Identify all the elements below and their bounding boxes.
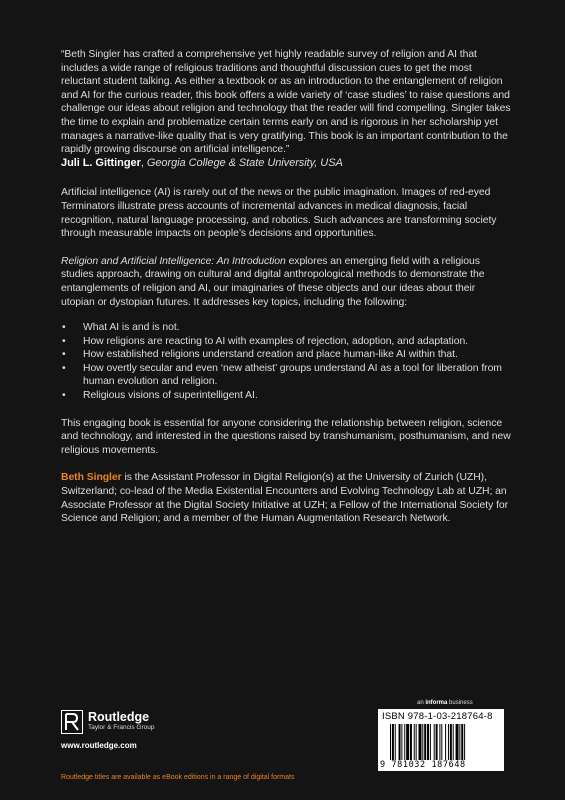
barcode-bar [404, 724, 405, 760]
publisher-group: Taylor & Francis Group [88, 724, 155, 731]
barcode-bar [456, 724, 459, 760]
barcode-bar [390, 724, 391, 760]
publisher-website: www.routledge.com [61, 741, 137, 750]
barcode-bar [434, 724, 435, 760]
endorsement-attribution: Juli L. Gittinger, Georgia College & State University, USA [61, 156, 343, 169]
barcode-bar [430, 724, 431, 760]
author-bio [61, 471, 511, 525]
back-cover-text [61, 48, 511, 526]
barcode-bar [416, 724, 417, 760]
barcode-bar [448, 724, 449, 760]
barcode-bar [424, 724, 426, 760]
description-paragraph-2 [61, 255, 511, 309]
barcode-bar [450, 724, 452, 760]
author-name: Beth Singler [61, 472, 122, 484]
barcode-bar [441, 724, 442, 760]
barcode-bar [410, 724, 412, 760]
barcode-bar [445, 724, 446, 760]
routledge-logo [61, 710, 154, 734]
barcode-icon [390, 724, 494, 760]
book-title: Religion and Artificial Intelligence: An Introduction [61, 255, 286, 267]
barcode-digits: 9 781032 187648 [380, 760, 466, 770]
barcode-bar [439, 724, 440, 760]
list-item: • How religions are reacting to AI with examples of rejection, adoption, and adaptation. [61, 335, 511, 349]
list-item: • Religious visions of superintelligent AI. [61, 389, 511, 403]
key-topics-list [61, 321, 511, 403]
isbn-text: ISBN 978-1-03-218764-8 [382, 711, 493, 722]
list-item: • How established religions understand creation and place human-like AI within that. [61, 348, 511, 362]
author-bio-text: is the Assistant Professor in Digital Religion(s) at the University of Zurich (UZH), Switzerland; co-lead of the Media Existential Encounters and Evolving Technology Lab at UZH; an Associate Professor at the Digital Society Initiative at UZH; a Fellow of the International Society for Science and Religion; and a member of the Human Augmentation Research Network. [61, 472, 509, 525]
barcode-bar [427, 724, 429, 760]
description-paragraph-1: Artificial intelligence (AI) is rarely out of the news or the public imagination. Images of red-eyed Terminators illustrate press accounts of incremental advances in medical diagnosis, facial recognition, natural language processing, and robotics. Such advances are transforming society through measurable impacts on people’s decisions and opportunities. [61, 187, 497, 240]
isbn-barcode [378, 709, 504, 771]
barcode-bar [401, 724, 402, 760]
barcode-bar [461, 724, 463, 760]
barcode-bar [392, 724, 394, 760]
routledge-logo-icon [61, 710, 83, 734]
barcode-bar [464, 724, 465, 760]
barcode-bar [453, 724, 454, 760]
endorsement-quote: “Beth Singler has crafted a comprehensive yet highly readable survey of religion and AI that includes a wide range of religious traditions and thoughtful discussion cues to get the most reluctant student talking. As either a textbook or as an introduction to the entanglement of religion and AI for the curious reader, this book offers a wide variety of ‘case studies’ to raise questions and challenge our ideas about religion and technology that the reader will find compelling. Singler takes the time to explain and problematize certain terms early on and is rigorous in her scholarship yet manages a narrative-like quality that is very gratifying. This book is an important contribution to the rapidly growing discourse on artificial intelligence.” [61, 49, 511, 156]
description-paragraph-3: This engaging book is essential for anyone considering the relationship between religion, science and technology, and interested in the questions raised by transhumanism, posthumanism, and new religious movements. [61, 417, 511, 456]
list-item: • What AI is and is not. [61, 321, 511, 335]
barcode-bar [422, 724, 423, 760]
barcode-bar [395, 724, 396, 760]
barcode-bar [459, 724, 460, 760]
publisher-name: Routledge [88, 710, 150, 724]
endorsement [61, 48, 511, 170]
ebook-note: Routledge titles are available as eBook editions in a range of digital formats [61, 774, 295, 781]
barcode-bar [406, 724, 409, 760]
list-item: • How overtly secular and even ‘new atheist’ groups understand AI as a tool for liberation from human evolution and religion. [61, 362, 511, 389]
description-paragraph-2-text: explores an emerging field with a religious studies approach, drawing on cultural and digital anthropological methods to demonstrate the entanglements of religion and AI, our imaginaries of these objects and our ideas about their utopian or dystopian futures. It addresses key topics, including the following: [61, 255, 485, 308]
barcode-bar [414, 724, 415, 760]
endorser-name: Juli L. Gittinger [61, 156, 141, 169]
barcode-bar [419, 724, 422, 760]
barcode-bar [436, 724, 438, 760]
informa-business-label: an informa business [417, 700, 473, 706]
barcode-bar [399, 724, 401, 760]
endorser-affiliation: Georgia College & State University, USA [146, 156, 343, 169]
